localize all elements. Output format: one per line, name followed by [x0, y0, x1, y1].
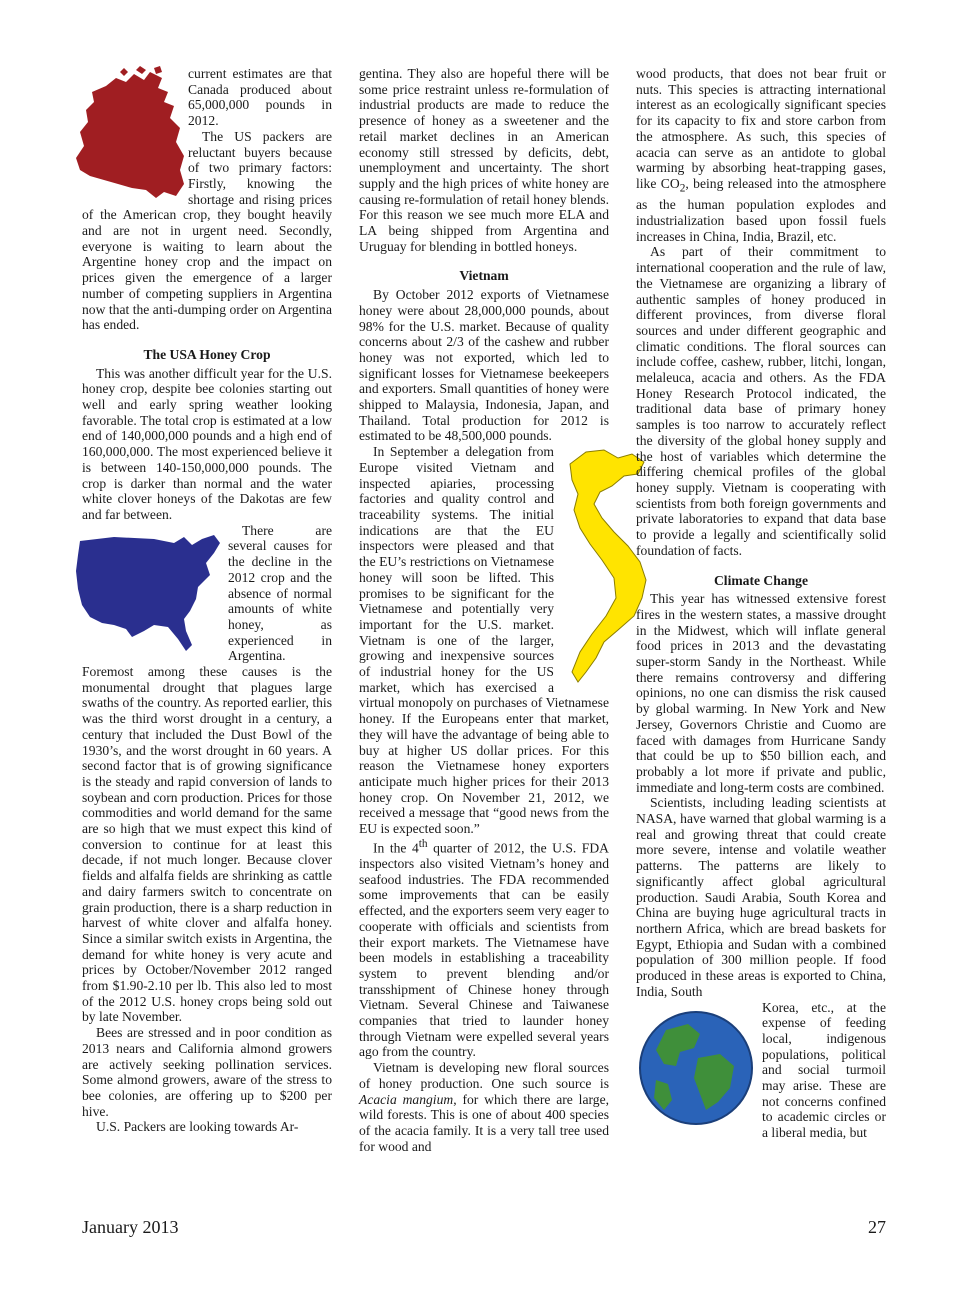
section-heading-usa: The USA Honey Crop: [143, 346, 271, 362]
section-heading-vietnam: Vietnam: [459, 268, 509, 284]
paragraph: [359, 837, 609, 1060]
text-run: quarter of 2012, the U.S. FDA inspectors also visited Vietnam’s honey and seafood industries. The FDA recommended some improvements that can be easily effected, and the exporters seem very eager to cooperate with officials and scientists from their export markets. The Vietnamese have been models in establishing a traceability system to prevent blending and/or transshipment of Chinese honey through Vietnam. Several Chinese and Taiwanese companies that tried to launder honey through Vietnam were expelled several years ago from the country.: [359, 840, 609, 1060]
column-2: [359, 66, 609, 1154]
paragraph: As part of their commitment to international cooperation and the rule of law, the Vietnamese are organizing a library of authentic samples of honey produced in different provinces, from diverse floral sources and under different geographic and climatic conditions. The floral sources can include coffee, cashew, rubber, litchi, longan, melaleuca, acacia and others. As the FDA Honey Research Protocol indicated, the traditional data base of primary honey samples is too narrow to accurately reflect the diversity of the global honey supply and the host of variables which determine the differing chemical profiles of the global honey supply. Vietnam is cooperating with scientists from both foreign governments and private laboratories to expand that data base to provide a legally and scientifically solid foundation of facts.: [636, 244, 886, 558]
paragraph: By October 2012 exports of Vietnamese honey were about 28,000,000 pounds, about 98% for the U.S. market. Because of quality concerns about 2/3 of the cashew and rubber honey was not exported, which led to significant losses for Vietnamese beekeepers and exporters. Small quantities of honey were shipped to Malaysia, Indonesia, Japan, and Thailand. Total production for 2012 is estimated to be 48,500,000 pounds.: [359, 287, 609, 444]
text-run: In the 4: [373, 840, 419, 856]
paragraph: This was another difficult year for the U.S. honey crop, despite bee colonies starting out well and early spring weather looking favorable. The total crop is estimated at a low end of 140,000,000 pounds and a high end of 160,000,000. The most experienced believe it is between 140-150,000,000 pounds. The crop is darker than normal and the water white clover honeys of the Dakotas are few and far between.: [82, 365, 332, 522]
paragraph: gentina. They also are hopeful there will be some price restraint unless re-formulation of industrial products are made to reduce the presence of honey as a sweetener and the retail market declines in an American economy still stressed by deficits, debt, unemployment and uncertainty. The short supply and the high prices of white honey are causing re-formulation of retail honey blends. For this reason we see much more ELA and LA being shipped from Argentina and Uruguay for blending in bottled honeys.: [359, 66, 609, 254]
text-run: Vietnam is developing new floral sources of honey production. One such source is: [359, 1060, 609, 1091]
paragraph-text: In September a delegation from Europe visited Vietnam and inspected apiaries, processing factories and quality control and traceability systems. The initial indications are that the EU inspectors were pleased and that the EU’s restrictions on Vietnamese honey will soon be lifted. This promises to be significant for the Vietnamese and potentially very important for the U.S. market. Vietnam is one of the larger, growing and inexpensive sources of industrial honey for the US market, which has exercised a virtual monopoly on purchases of Vietnamese honey. If the Europeans enter that market, they will have the advantage of being able to buy at higher US dollar prices. For this reason the Vietnamese honey exporters anticipate much higher prices for their 2013 honey crop. On November 21, 2012, we received a message that “good news from the EU is expected soon.”: [359, 444, 609, 837]
usa-map-icon: [74, 527, 224, 659]
column-1: [82, 66, 332, 1135]
issue-date: January 2013: [82, 1217, 179, 1237]
section-heading-climate: Climate Change: [713, 572, 808, 588]
paragraph: There are several causes for the decline in the 2012 crop and the absence of normal amounts of white honey, as experienced in Argentina. Foremost among these causes is the monumental drought that plagues large swaths of the country. As reported earlier, this was the third worst drought in a century, a century that included the Dust Bowl of the 1930’s, and the worst drought in 60 years. A second factor that is of growing significance is the steady and rapid conversion of lands to soybean and corn production. Prices for those commodities and world demand for the same are so high that we must expect this kind of conversion to continue for at least this decade, if not much longer. Because clover fields and alfalfa fields are shrinking as cattle and dairy farmers switch to concentrate on grain production, there is a sharp reduction in harvest of white clover and alfalfa honey. Since a similar switch exists in Argentina, the demand for white honey is very acute and prices by October/November 2012 ranged from $1.90-2.10 per lb. This also led to most of the 2012 U.S. honey crops being sold out by late November.: [82, 522, 332, 1025]
text-run: , for which there are large, wild forests. This is one of about 400 species of the acacia family. It is a very tall tree used for wood and: [359, 1091, 609, 1154]
canada-map-icon: [76, 66, 184, 201]
species-name: Acacia mangium: [359, 1091, 454, 1107]
paragraph: This year has witnessed extensive forest fires in the western states, a massive drought in the Midwest, which will inflate general food prices in 2013 and the devastating super-storm Sandy in the Northeast. While there remains controversy and differing opinions, no one can dismiss the risk caused by global warming. In New York and New Jersey, Governors Christie and Cuomo are faced with damages from Hurricane Sandy that could be up to $50 billion each, and probably a lot more if private and public, immediate and long-term costs are combined.: [636, 591, 886, 795]
paragraph: [359, 444, 609, 837]
paragraph: Scientists, including leading scientists at NASA, have warned that global warming is a real and growing threat that could create more severe, intense and volatile weather patterns. The patterns are likely to significantly affect global agricultural production. Saudi Arabia, South Korea and China are buying huge agricultural tracts in northern Africa, which are bread baskets for Egypt, Ethiopia and Sudan with a combined population of 300 million people. If food produced in these areas is exported to China, India, South: [636, 795, 886, 999]
column-3: [636, 66, 886, 1141]
paragraph: [359, 1060, 609, 1154]
paragraph: U.S. Packers are looking towards Ar-: [96, 1119, 299, 1135]
superscript: th: [418, 837, 428, 850]
paragraph: Bees are stressed and in poor condition as 2013 nears and California almond growers are actively seeking pollination services. Some almond growers, aware of the stress to bee colonies, are offering up to $200 per hive.: [82, 1025, 332, 1119]
globe-icon: [636, 1006, 756, 1130]
subscript: 2: [679, 182, 686, 195]
text-run: , being released into the atmosphere as the human population explodes and industrialization based upon fossil fuels increases in China, India, Brazil, etc.: [636, 175, 886, 244]
paragraph: [636, 1000, 886, 1141]
paragraph: current estimates are that Canada produced about 65,000,000 pounds in 2012.: [188, 66, 332, 129]
text-run: wood products, that does not bear fruit or nuts. This species is attracting international interest as an ecologically significant species for its capacity to fix and store carbon from the atmosphere. As such, this species of acacia can serve as an antidote to global warming by absorbing heat-trapping gases, like CO: [636, 66, 886, 191]
paragraph: [636, 66, 886, 244]
paragraph: The US packers are reluctant buyers because of two primary factors: Firstly, knowing the shortage and rising prices of the American crop, they bought heavily and are not in urgent need. Secondly, everyone is waiting to learn about the Argentine honey crop and the impact on prices given the emergence of a larger number of competing suppliers in Argentina now that the anti-dumping order on Argentina has ended.: [82, 128, 332, 333]
paragraph-text: Korea, etc., at the expense of feeding local, indigenous populations, political and social turmoil may arise. These are not concerns confined to academic circles or a liberal media, but: [762, 999, 886, 1141]
page-number: 27: [868, 1217, 886, 1237]
